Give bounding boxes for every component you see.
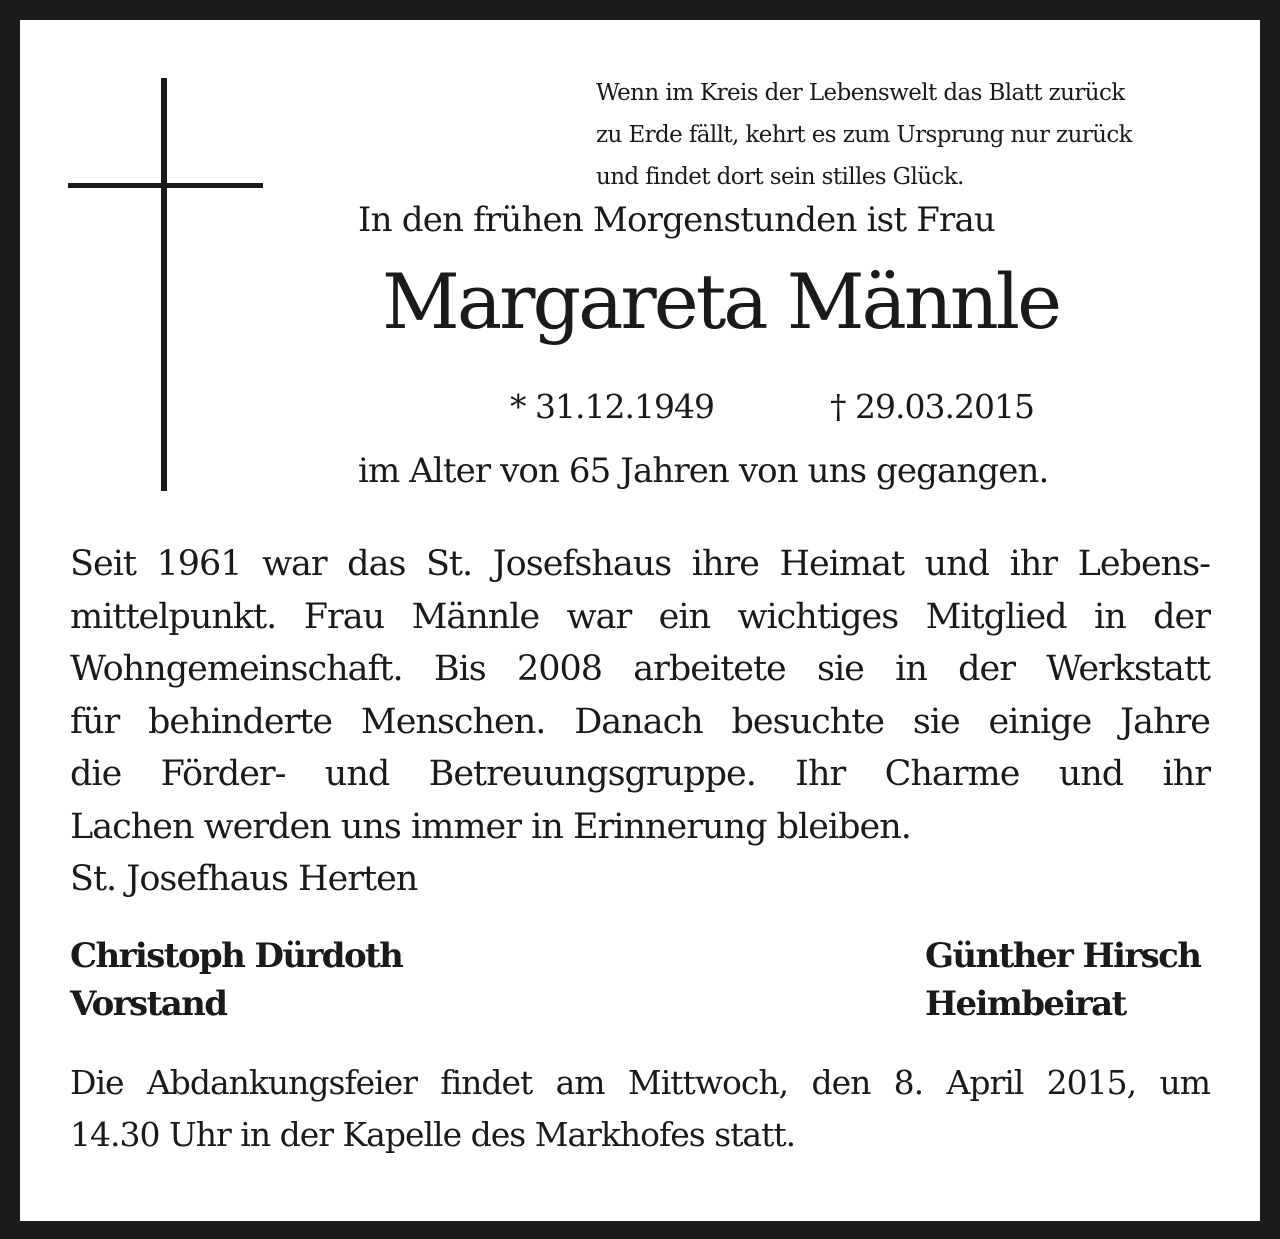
ceremony-notice — [70, 1057, 1210, 1161]
signer-right — [925, 932, 1200, 1028]
deceased-name: Margareta Männle — [382, 257, 1060, 346]
paragraph-line: Lachen werden uns immer in Erinnerung bleiben. — [70, 806, 911, 847]
signer-right-name: Günther Hirsch — [925, 936, 1201, 976]
intro-line: In den frühen Morgenstunden ist Frau — [358, 200, 996, 240]
signer-right-role: Heimbeirat — [925, 984, 1126, 1024]
signer-left-role: Vorstand — [70, 984, 227, 1024]
birth-date: * 31.12.1949 — [510, 387, 714, 426]
signer-left — [70, 932, 402, 1028]
motto-line: Wenn im Kreis der Lebenswelt das Blatt zurück — [596, 80, 1125, 106]
cross-vertical-bar — [161, 78, 167, 491]
paragraph-line: für behinderte Menschen. Danach besuchte sie einige Jahre — [70, 701, 1210, 742]
paragraph-line: Wohngemeinschaft. Bis 2008 arbeitete sie in der Werkstatt — [70, 649, 1210, 689]
paragraph-line: die Förder- und Betreuungsgruppe. Ihr Charme und ihr — [70, 754, 1210, 794]
ceremony-line: 14.30 Uhr in der Kapelle des Markhofes statt. — [70, 1115, 796, 1154]
paragraph-line: mittelpunkt. Frau Männle war ein wichtiges Mitglied in der — [70, 596, 1210, 637]
signer-left-name: Christoph Dürdoth — [70, 936, 403, 976]
motto-verse — [596, 72, 1236, 198]
motto-line: zu Erde fällt, kehrt es zum Ursprung nur zurück — [596, 122, 1133, 148]
ceremony-line: Die Abdankungsfeier findet am Mittwoch, den 8. April 2015, um — [70, 1063, 1210, 1102]
paragraph-signature-line: St. Josefhaus Herten — [70, 859, 418, 899]
cross-horizontal-bar — [68, 183, 263, 188]
death-date: † 29.03.2015 — [830, 387, 1034, 426]
tribute-paragraph — [70, 538, 1210, 906]
age-line: im Alter von 65 Jahren von uns gegangen. — [358, 451, 1049, 491]
paragraph-line: Seit 1961 war das St. Josefshaus ihre Heimat und ihr Lebens- — [70, 544, 1210, 584]
motto-line: und findet dort sein stilles Glück. — [596, 164, 964, 190]
